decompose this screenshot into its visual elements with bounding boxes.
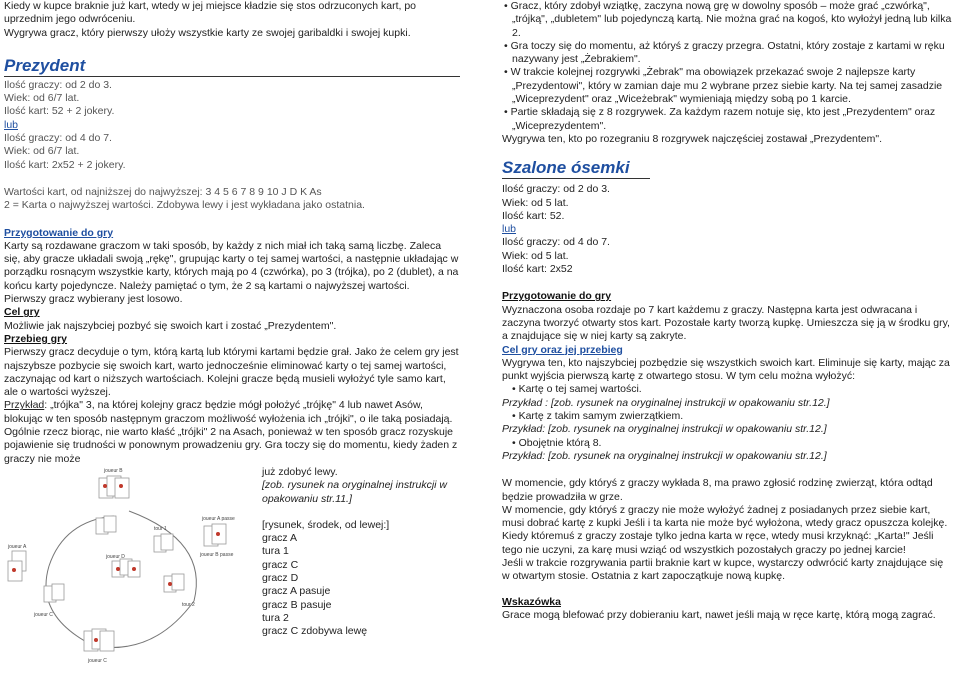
intro-paragraph-2: Wygrywa gracz, który pierwszy ułoży wszystkie karty ze swojej garibaldki i swojej kupki.	[4, 26, 411, 39]
example-paragraph	[4, 399, 460, 465]
caption-line: gracz A pasuje	[262, 585, 331, 598]
caption-line: już zdobyć lewy.	[262, 465, 338, 478]
title-rule	[4, 56, 460, 77]
diagram-label: tour 1	[154, 525, 167, 532]
turn-diagram-illustration	[4, 466, 254, 676]
values-line: 2 = Karta o najwyższej wartości. Zdobywa lewy i jest wykładana jako ostatnia.	[4, 199, 365, 212]
option-bullet: • Obojętnie którą 8.	[512, 436, 602, 449]
caption-line: gracz C	[262, 558, 299, 571]
info-line: Wiek: od 6/7 lat.	[4, 145, 80, 158]
caption-line: gracz B pasuje	[262, 598, 332, 611]
caption-line: gracz A	[262, 532, 298, 545]
game-info	[502, 183, 952, 276]
diagram-label: joueur C	[34, 611, 53, 618]
caption-line: tura 2	[262, 611, 289, 624]
rule-bullet: • Gra toczy się do momentu, aż któryś z graczy przegra. Ostatni, który zostaje z kartami w ręku nazywany jest „Żebrakiem".	[504, 39, 945, 66]
values-line: Wartości kart, od najniższej do najwyższej: 3 4 5 6 7 8 9 10 J D K As	[4, 185, 322, 198]
info-line: Ilość kart: 2x52	[502, 263, 573, 276]
option-example: Przykład : [zob. rysunek na oryginalnej instrukcji w opakowaniu str.12.]	[502, 396, 830, 409]
caption-line: [zob. rysunek na oryginalnej instrukcji w	[262, 479, 448, 492]
caption-line: gracz D	[262, 571, 299, 584]
info-line: Ilość graczy: od 4 do 7.	[4, 132, 112, 145]
diagram-label: joueur B	[104, 467, 123, 474]
diagram-label: joueur C	[88, 657, 107, 664]
diagram-label: tour 2	[182, 601, 195, 608]
figure-caption	[262, 466, 462, 639]
diagram-label: joueur B passe	[200, 551, 234, 558]
prep-heading: Przygotowanie do gry	[502, 290, 612, 303]
game-info	[4, 79, 460, 172]
rule-paragraph: W momencie, gdy któryś z graczy wykłada 8, ma prawo zgłosić rodzinę zwierząt, która odtąd będzie prowadziła w grze.	[502, 477, 933, 503]
info-line: Wiek: od 5 lat.	[502, 249, 569, 262]
rule-paragraph: Kiedy któremuś z graczy zostaje tylko jedna karta w ręce, wtedy musi krzyknąć: „Karta!" Jeśli tego nie uczyni, za karę musi wziąć od wszystkich pozostałych graczy po jednej karcie!	[502, 530, 934, 556]
caption-line: opakowaniu str.11.]	[262, 492, 352, 505]
goal-section	[502, 344, 952, 464]
diagram-label: joueur A	[8, 543, 27, 550]
option-bullet: • Kartę o tej samej wartości.	[512, 383, 642, 396]
goal-section	[4, 306, 460, 333]
winner-text: Wygrywa ten, kto po rozegraniu 8 rozgrywek najczęściej zostawał „Prezydentem".	[502, 132, 883, 145]
option-example: Przykład: [zob. rysunek na oryginalnej instrukcji w opakowaniu str.12.]	[502, 423, 827, 436]
caption-line: gracz C zdobywa lewę	[262, 625, 368, 638]
prep-text: Wyznaczona osoba rozdaje po 7 kart każdemu z graczy. Następna karta jest odwracana i zaczyna tworzyć otwarty stos kart. Pozostałe karty tworzą kupkę. Umieszcza się ją w środku gry, a znajdujące się w niej karty są zakryte.	[502, 303, 950, 343]
goal-heading: Cel gry	[4, 306, 40, 319]
option-example: Przykład: [zob. rysunek na oryginalnej instrukcji w opakowaniu str.12.]	[502, 449, 827, 462]
left-column	[4, 0, 460, 676]
title-rule	[502, 158, 650, 179]
prep-text: Karty są rozdawane graczom w taki sposób, by każdy z nich miał ich taką samą liczbę. Zaleca się, aby gracze układali swoją „rękę", grupując karty o tej samej wartości, a następnie układając w porządku rosnącym wszystkie karty, których mają po 4 (czwórka), po 3 (trójka), po 2 (dublet), a na końcu karty pojedyncze. Należy pamiętać o tym, że 2 są kartami o najwyższej wartości.	[4, 239, 459, 292]
rule-bullet: • Gracz, który zdobył wziątkę, zaczyna nową grę w dowolny sposób – może grać „czwórką", „trójką", „dubletem" lub pojedynczą kartą. Nie można grać na kogoś, kto wyłożył jedną lub kilka 2.	[504, 0, 952, 39]
example-label: Przykład	[4, 399, 45, 412]
rule-bullet: • W trakcie kolejnej rozgrywki „Żebrak" ma obowiązek przekazać swoje 2 najlepsze karty „Prezydentowi", który w zamian daje mu 2 wybrane przez siebie karty. Na tej samej zasadzie „Wiceprezydent" oraz „Wiceżebrak" wymieniają między sobą po 1 karcie.	[504, 66, 943, 106]
course-section	[4, 333, 460, 466]
info-line: Ilość graczy: od 2 do 3.	[4, 78, 112, 91]
goal-text: Możliwie jak najszybciej pozbyć się swoich kart i zostać „Prezydentem".	[4, 319, 337, 332]
option-bullet: • Kartę z takim samym zwierzątkiem.	[512, 410, 684, 423]
info-line-lub: lub	[4, 118, 19, 131]
section-title-szalone-osemki: Szalone ósemki	[502, 158, 630, 178]
prep-heading: Przygotowanie do gry	[4, 226, 114, 239]
info-line-lub: lub	[502, 223, 517, 236]
info-line: Ilość kart: 2x52 + 2 jokery.	[4, 158, 126, 171]
course-figure	[4, 466, 460, 676]
hint-text: Grace mogą blefować przy dobieraniu kart, nawet jeśli mają w ręce kartę, którą mogą zagrać.	[502, 608, 936, 621]
rule-paragraph: W momencie, gdy któryś z graczy nie może wyłożyć żadnej z posiadanych przez siebie kart, musi dobrać kartę z kupki Jeśli i ta karta nie może być wyłożona, wtedy gracz opuszcza kolejkę.	[502, 503, 948, 530]
info-line: Ilość graczy: od 4 do 7.	[502, 236, 610, 249]
hint-section	[502, 596, 952, 623]
rule-bullet: • Partie składają się z 8 rozgrywek. Za każdym razem notuje się, kto jest „Prezydentem" oraz „Wiceprezydentem".	[504, 106, 936, 132]
right-column	[502, 0, 952, 622]
info-line: Ilość kart: 52 + 2 jokery.	[4, 105, 115, 118]
info-line: Ilość graczy: od 2 do 3.	[502, 183, 610, 196]
info-line: Ilość kart: 52.	[502, 209, 565, 222]
hint-heading: Wskazówka	[502, 595, 561, 608]
diagram-label: joueur A passe	[202, 515, 235, 522]
example-text: : „trójka" 3, na której kolejny gracz będzie mógł położyć „trójkę" 4 lub nawet Asów, blokując w ten sposób następnym graczom możliwość wyłożenia ich „trójki", o ile taką posiadają. Ogólnie rzecz biorąc, nie warto kłaść „trójki" 2 na Asach, ponieważ w ten sposób gracz rozyskuje pojawienie się trudności w ponownym prowadzeniu gry. Gra toczy się do momentu, kiedy żaden z graczy nie może	[4, 399, 458, 465]
course-text: Pierwszy gracz decyduje o tym, którą kartą lub którymi kartami będzie grał. Jako że celem gry jest najszybsze pozbycie się swoich kart, warto jednocześnie eliminować karty o tej samej wartości, zaczynając od kart o niższych wartościach. Kolejni gracze będą musieli wyłożyć tyle samo kart, ale o wartości wyższej.	[4, 346, 459, 399]
caption-line	[262, 506, 462, 519]
info-line: Wiek: od 6/7 lat.	[4, 92, 80, 105]
caption-line: [rysunek, środek, od lewej:]	[262, 518, 390, 531]
prep-text-2: Pierwszy gracz wybierany jest losowo.	[4, 293, 183, 306]
diagram-label: joueur D	[106, 553, 125, 560]
section-title-prezydent: Prezydent	[4, 55, 86, 75]
info-line: Wiek: od 5 lat.	[502, 196, 569, 209]
course-heading: Przebieg gry	[4, 332, 68, 345]
card-values	[4, 186, 460, 213]
rule-paragraph: Jeśli w trakcie rozgrywania partii braknie kart w kupce, wystarczy odwrócić karty znajdujące się w otwartym stosie. Ostatnia z kart zapoczątkuje nową kupkę.	[502, 556, 944, 583]
rules-paragraphs	[502, 477, 952, 583]
prep-section	[502, 290, 952, 343]
goal-text: Wygrywa ten, kto najszybciej pozbędzie się wszystkich swoich kart. Eliminuje się karty, mając za punkt wyjścia pierwszą kartę z otwartego stosu. W tym celu można wyłożyć:	[502, 356, 950, 383]
caption-line: tura 1	[262, 545, 289, 558]
goal-heading: Cel gry oraz jej przebieg	[502, 343, 623, 356]
intro-paragraph-1: Kiedy w kupce braknie już kart, wtedy w jej miejsce kładzie się stos odrzuconych kart, po uprzednim jego odwróceniu.	[4, 0, 417, 26]
prep-section	[4, 227, 460, 307]
